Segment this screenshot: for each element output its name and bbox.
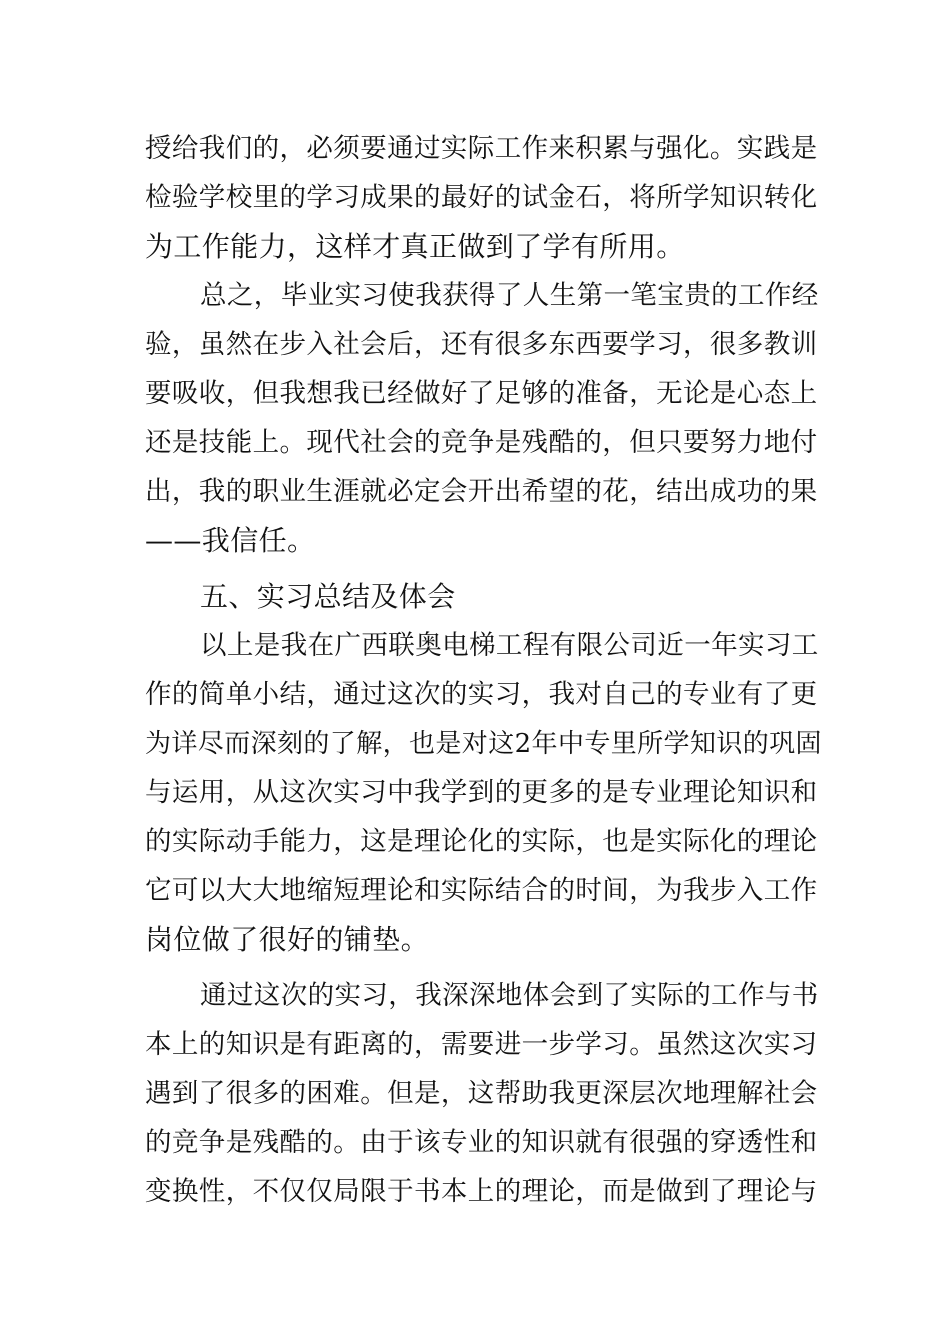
paragraph-first-line: 通过这次的实习，我深深地体会到了实际的工作与书 (200, 980, 819, 1011)
text-line: 变换性，不仅仅局限于书本上的理论，而是做到了理论与 (145, 1176, 818, 1207)
text-line: 与运用，从这次实习中我学到的更多的是专业理论知识和 (145, 777, 818, 808)
text-line: 为详尽而深刻的了解，也是对这2年中专里所学知识的巩固 (145, 729, 822, 759)
text-line: 的竞争是残酷的。由于该专业的知识就有很强的穿透性和 (145, 1127, 818, 1158)
text-line: 本上的知识是有距离的，需要进一步学习。虽然这次实习 (145, 1029, 818, 1060)
text-line: 它可以大大地缩短理论和实际结合的时间，为我步入工作 (145, 875, 818, 906)
paragraph-first-line: 总之，毕业实习使我获得了人生第一笔宝贵的工作经 (200, 280, 819, 311)
paragraph-first-line: 以上是我在广西联奥电梯工程有限公司近一年实习工 (200, 630, 819, 661)
text-line: 授给我们的，必须要通过实际工作来积累与强化。实践是 (145, 133, 818, 164)
text-line: 遇到了很多的困难。但是，这帮助我更深层次地理解社会 (145, 1078, 818, 1109)
text-line: 作的简单小结，通过这次的实习，我对自己的专业有了更 (145, 679, 818, 710)
section-heading: 五、实习总结及体会 (200, 580, 456, 613)
text-line: 出，我的职业生涯就必定会开出希望的花，结出成功的果 (145, 476, 818, 507)
text-line: 的实际动手能力，这是理论化的实际，也是实际化的理论 (145, 826, 818, 857)
text-line: ——我信任。 (145, 524, 316, 557)
text-line: 还是技能上。现代社会的竞争是残酷的，但只要努力地付 (145, 427, 818, 458)
text-line: 验，虽然在步入社会后，还有很多东西要学习，很多教训 (145, 329, 818, 360)
text-line: 岗位做了很好的铺垫。 (145, 923, 430, 956)
text-line: 要吸收，但我想我已经做好了足够的准备，无论是心态上 (145, 378, 818, 409)
text-line: 为工作能力，这样才真正做到了学有所用。 (145, 230, 685, 263)
text-line: 检验学校里的学习成果的最好的试金石，将所学知识转化 (145, 182, 818, 213)
